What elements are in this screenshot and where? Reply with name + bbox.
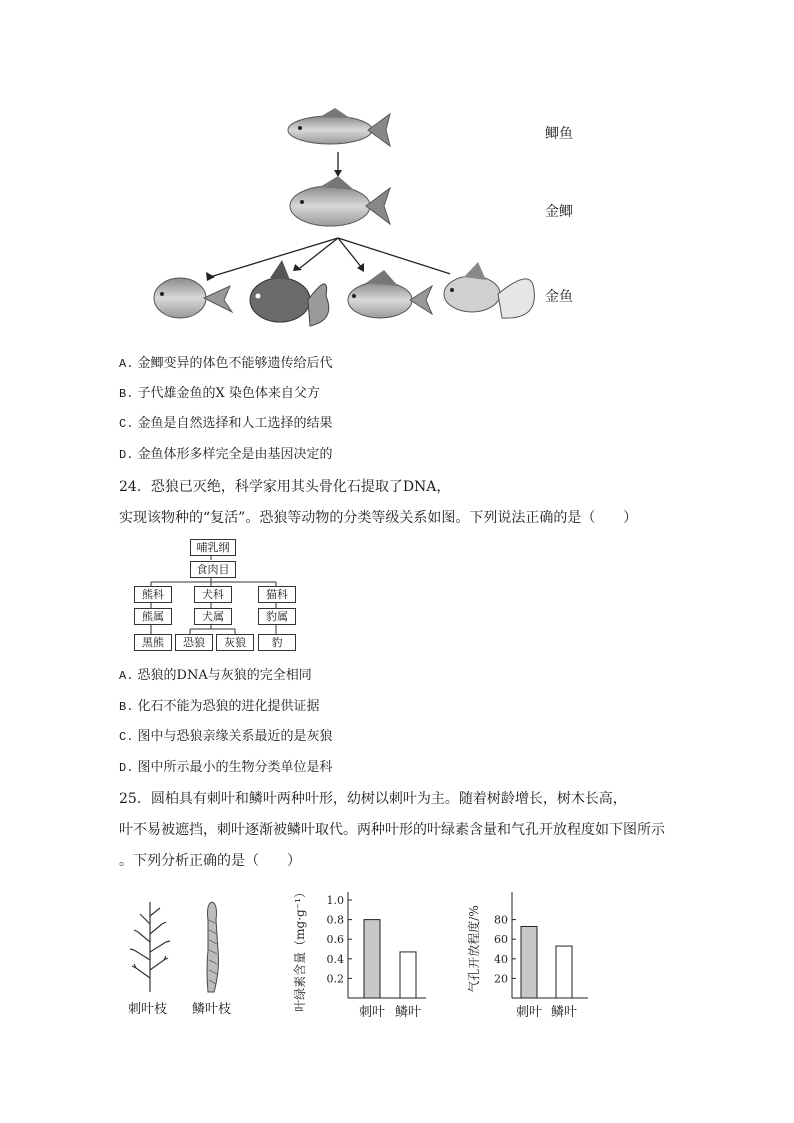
option-letter: D. xyxy=(119,761,134,775)
tree-node-genus-leopard: 豹属 xyxy=(258,608,296,625)
x-category-label: 刺叶 xyxy=(358,1005,386,1020)
q25-stem-line2: 叶不易被遮挡，刺叶逐渐被鳞叶取代。两种叶形的叶绿素含量和气孔开放程度如下图所示 xyxy=(119,822,665,838)
tree-node-family-dog: 犬科 xyxy=(194,586,232,603)
tree-node-species-leopard: 豹 xyxy=(258,634,296,651)
y-tick-label: 1.0 xyxy=(326,894,344,907)
x-category-label: 鳞叶 xyxy=(394,1005,422,1020)
q24-stem-line2: 实现该物种的“复活”。恐狼等动物的分类等级关系如图。下列说法正确的是（ ） xyxy=(119,510,638,526)
branch-arrows xyxy=(210,238,450,277)
y-tick-label: 40 xyxy=(494,952,508,966)
tree-node-genus-bear: 熊属 xyxy=(134,608,172,625)
q23-option-b xyxy=(119,384,320,404)
chlorophyll-bar-chart xyxy=(284,880,434,1020)
option-text: 恐狼的DNA与灰狼的完全相同 xyxy=(137,668,312,683)
bar-鳞叶 xyxy=(400,952,416,998)
option-text: 图中与恐狼亲缘关系最近的是灰狼 xyxy=(137,729,333,744)
option-text: 子代雄金鱼的X 染色体来自父方 xyxy=(137,386,320,401)
crucian-carp-image xyxy=(288,108,390,146)
option-text: 金鱼体形多样完全是由基因决定的 xyxy=(137,447,333,462)
tree-node-order: 食肉目 xyxy=(190,561,236,578)
option-letter: D. xyxy=(119,448,134,462)
scale-leaf-branch-image xyxy=(198,900,228,994)
branch-label-spiny: 刺叶枝 xyxy=(128,1002,168,1017)
y-tick-label: 0.4 xyxy=(326,952,344,966)
y-axis-label: 气孔开放程度/% xyxy=(467,905,481,993)
fish-label-golden-crucian: 金鲫 xyxy=(545,204,573,220)
tree-node-class: 哺乳纲 xyxy=(190,539,236,556)
goldfish-1-image xyxy=(154,278,232,318)
y-tick-label: 80 xyxy=(494,913,508,927)
q23-option-c xyxy=(119,414,333,434)
q24-option-d xyxy=(119,758,333,778)
option-text: 图中所示最小的生物分类单位是科 xyxy=(137,760,333,775)
option-letter: A. xyxy=(119,669,134,683)
q25-stem-line1: 25．圆柏具有刺叶和鳞叶两种叶形，幼树以刺叶为主。随着树龄增长，树木长高， xyxy=(119,791,627,807)
q24-option-a xyxy=(119,666,312,686)
bar-鳞叶 xyxy=(556,946,572,998)
stomata-bar-chart xyxy=(462,880,602,1020)
option-letter: A. xyxy=(119,357,134,371)
tree-node-family-bear: 熊科 xyxy=(134,586,172,603)
option-letter: C. xyxy=(119,417,134,431)
q23-option-a xyxy=(119,354,333,374)
fish-label-crucian: 鲫鱼 xyxy=(545,126,573,142)
y-tick-label: 0.2 xyxy=(326,972,344,986)
y-tick-label: 60 xyxy=(494,933,508,947)
q24-stem-line1: 24．恐狼已灭绝，科学家用其头骨化石提取了DNA， xyxy=(119,479,451,495)
q25-stem-line3: 。下列分析正确的是（ ） xyxy=(119,853,301,869)
y-axis-label: 叶绿素含量（mg·g⁻¹） xyxy=(293,886,307,1012)
bar-刺叶 xyxy=(521,926,537,998)
tree-node-species-dire-wolf: 恐狼 xyxy=(175,634,213,651)
option-letter: B. xyxy=(119,387,134,401)
tree-node-genus-dog: 犬属 xyxy=(194,608,232,625)
goldfish-2-image xyxy=(250,260,329,326)
y-tick-label: 0.8 xyxy=(326,913,344,927)
x-category-label: 刺叶 xyxy=(515,1005,543,1020)
q24-option-c xyxy=(119,727,333,747)
x-category-label: 鳞叶 xyxy=(550,1005,578,1020)
q23-option-d xyxy=(119,445,333,465)
bar-刺叶 xyxy=(364,920,380,998)
goldfish-4-image xyxy=(440,260,540,330)
tree-node-family-cat: 猫科 xyxy=(258,586,296,603)
y-tick-label: 20 xyxy=(494,972,508,986)
fish-lineage-figure xyxy=(140,100,450,340)
goldfish-3-image xyxy=(348,270,432,318)
tree-node-species-black-bear: 黑熊 xyxy=(134,634,172,651)
option-text: 金鲫变异的体色不能够遗传给后代 xyxy=(137,356,333,371)
golden-crucian-image xyxy=(290,176,390,226)
y-tick-label: 0.6 xyxy=(326,933,344,947)
branch-label-scale: 鳞叶枝 xyxy=(192,1002,232,1017)
q24-option-b xyxy=(119,697,320,717)
tree-node-species-gray-wolf: 灰狼 xyxy=(216,634,254,651)
option-text: 化石不能为恐狼的进化提供证据 xyxy=(137,699,320,714)
spiny-leaf-branch-image xyxy=(128,898,172,994)
option-text: 金鱼是自然选择和人工选择的结果 xyxy=(137,416,333,431)
fish-label-goldfish: 金鱼 xyxy=(545,289,573,305)
option-letter: C. xyxy=(119,730,134,744)
option-letter: B. xyxy=(119,700,134,714)
